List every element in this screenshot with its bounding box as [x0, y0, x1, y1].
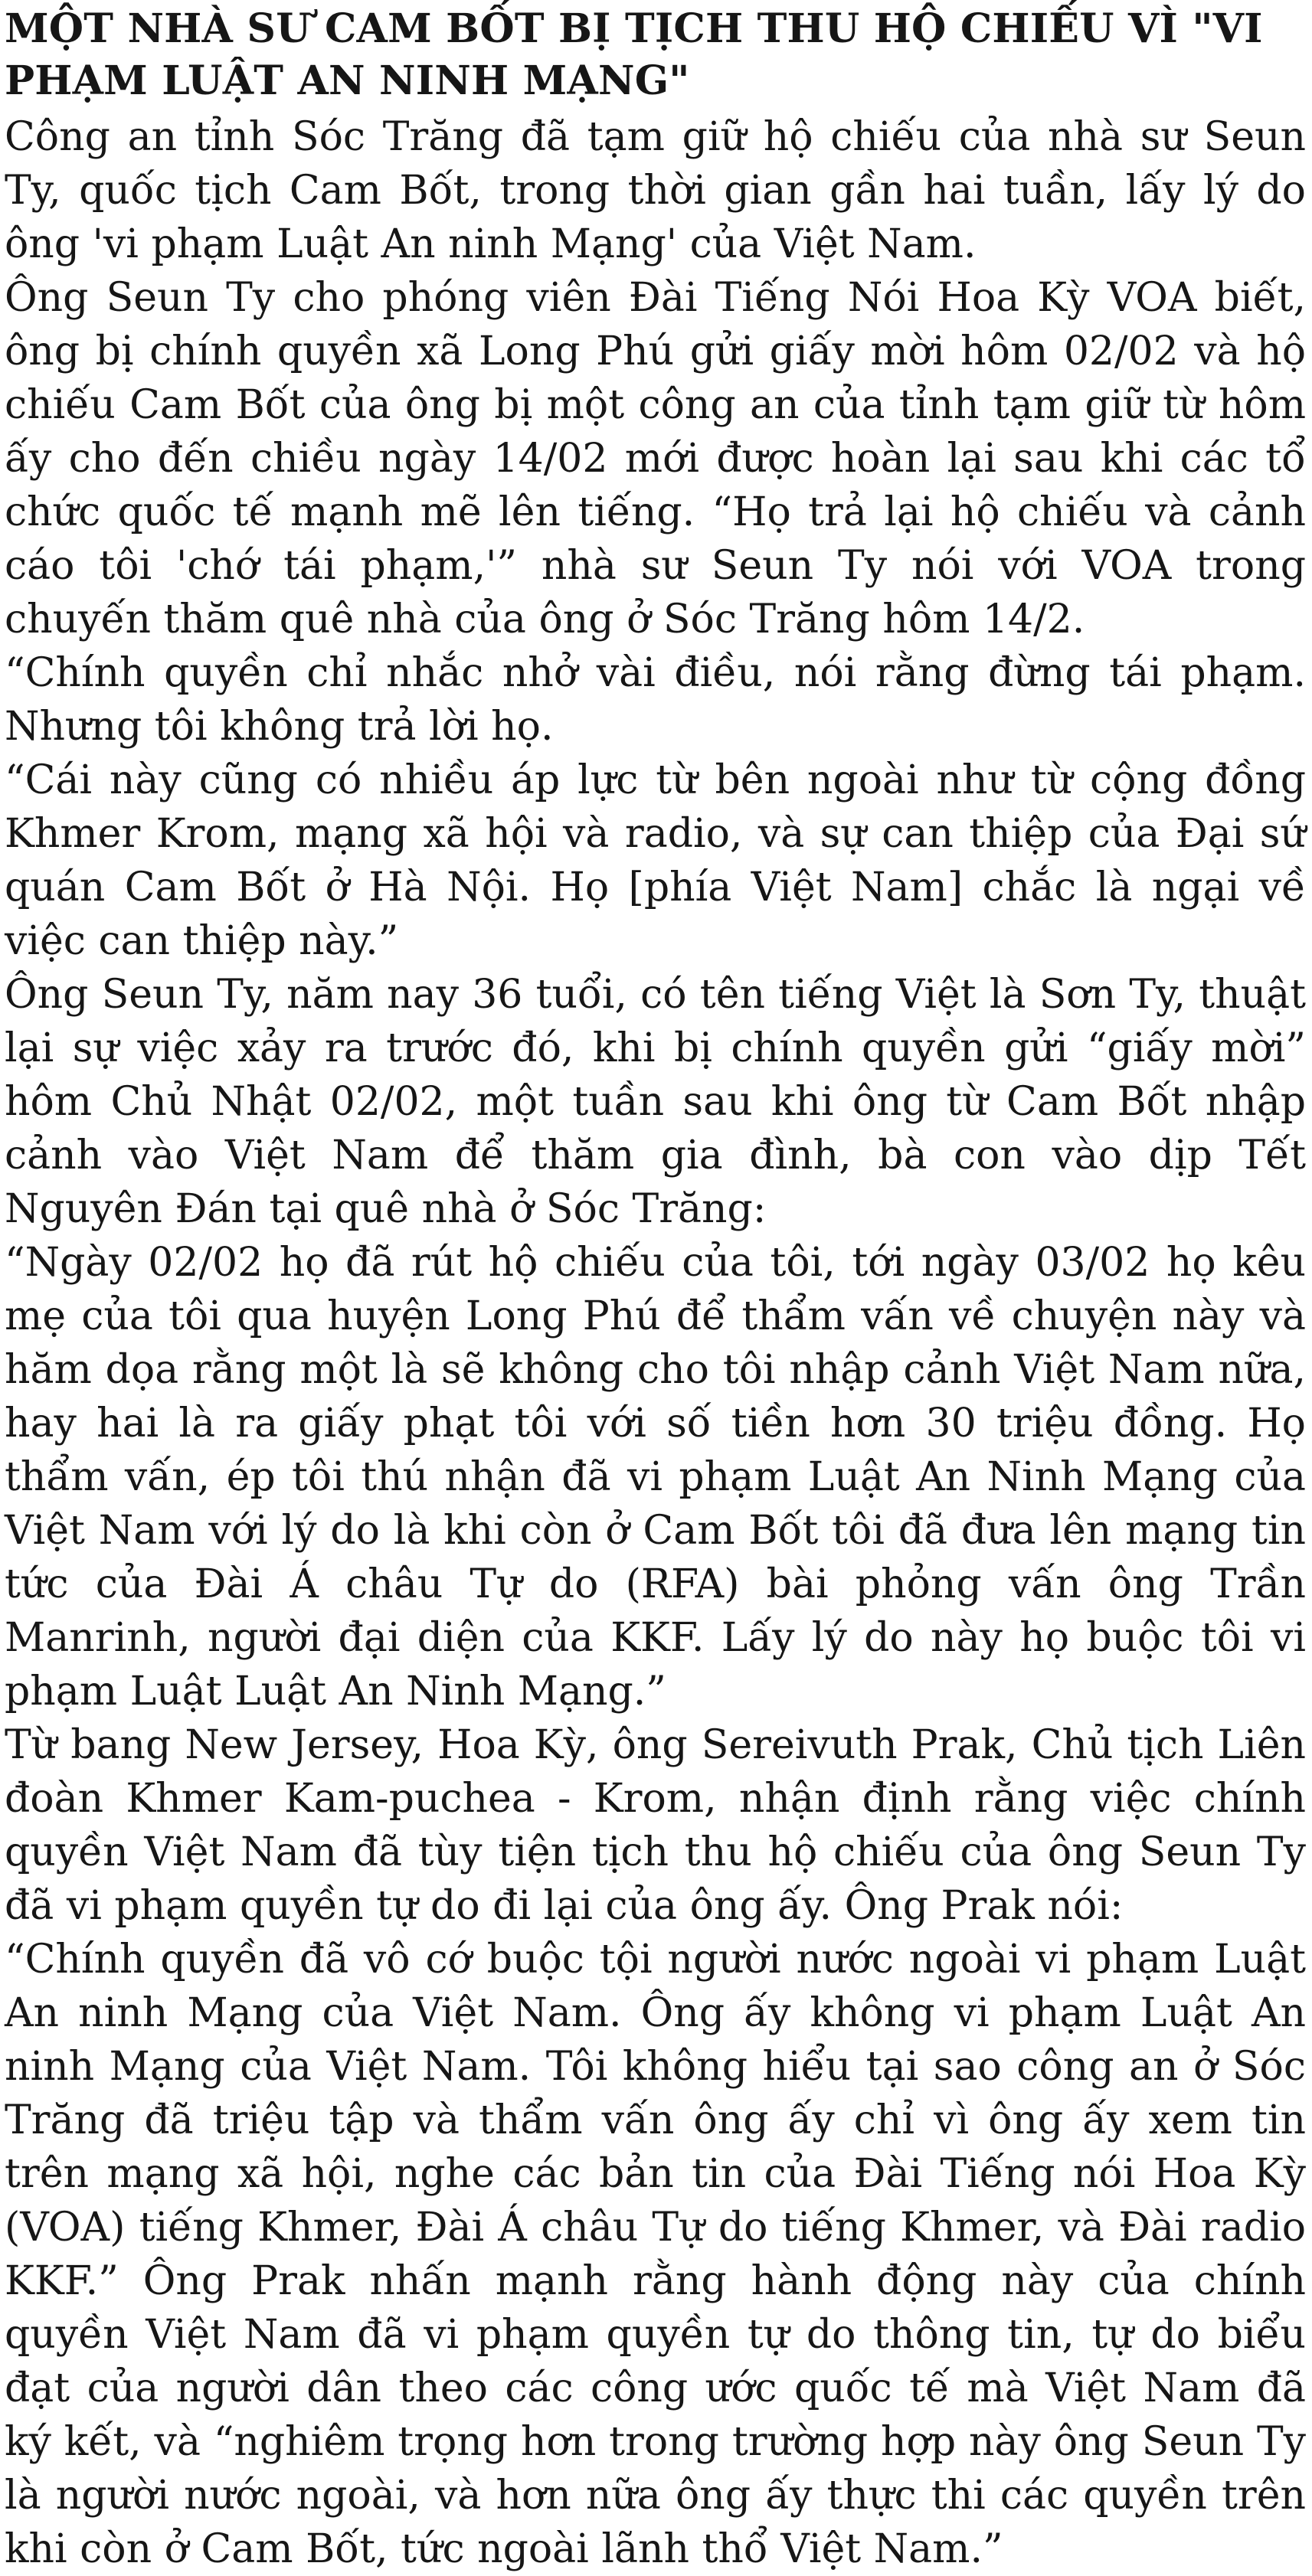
- article-headline: MỘT NHÀ SƯ CAM BỐT BỊ TỊCH THU HỘ CHIẾU VÌ "VI PHẠM LUẬT AN NINH MẠNG": [5, 5, 1263, 104]
- article-paragraph-8: “Chính quyền đã vô cớ buộc tội người nước ngoài vi phạm Luật An ninh Mạng của Việt Nam. Ông ấy không vi phạm Luật An ninh Mạng của Việt Nam. Tôi không hiểu tại sao công an ở Sóc Trăng đã triệu tập và thẩm vấn ông ấy chỉ vì ông ấy xem tin trên mạng xã hội, nghe các bản tin của Đài Tiếng nói Hoa Kỳ (VOA) tiếng Khmer, Đài Á châu Tự do tiếng Khmer, và Đài radio KKF.” Ông Prak nhấn mạnh rằng hành động này của chính quyền Việt Nam đã vi phạm quyền tự do thông tin, tự do biểu đạt của người dân theo các công ước quốc tế mà Việt Nam đã ký kết, và “nghiêm trọng hơn trong trường hợp này ông Seun Ty là người nước ngoài, và hơn nữa ông ấy thực thi các quyền trên khi còn ở Cam Bốt, tức ngoài lãnh thổ Việt Nam.”: [5, 1937, 1306, 2572]
- article-paragraph-1: Công an tỉnh Sóc Trăng đã tạm giữ hộ chiếu của nhà sư Seun Ty, quốc tịch Cam Bốt, trong thời gian gần hai tuần, lấy lý do ông 'vi phạm Luật An ninh Mạng' của Việt Nam.: [5, 114, 1306, 267]
- article-paragraph-4: “Cái này cũng có nhiều áp lực từ bên ngoài như từ cộng đồng Khmer Krom, mạng xã hội và radio, và sự can thiệp của Đại sứ quán Cam Bốt ở Hà Nội. Họ [phía Việt Nam] chắc là ngại về việc can thiệp này.”: [5, 757, 1306, 964]
- article-paragraph-2: Ông Seun Ty cho phóng viên Đài Tiếng Nói Hoa Kỳ VOA biết, ông bị chính quyền xã Long Phú gửi giấy mời hôm 02/02 và hộ chiếu Cam Bốt của ông bị một công an của tỉnh tạm giữ từ hôm ấy cho đến chiều ngày 14/02 mới được hoàn lại sau khi các tổ chức quốc tế mạnh mẽ lên tiếng. “Họ trả lại hộ chiếu và cảnh cáo tôi 'chớ tái phạm,'” nhà sư Seun Ty nói với VOA trong chuyến thăm quê nhà của ông ở Sóc Trăng hôm 14/2.: [5, 275, 1306, 642]
- article-paragraph-7: Từ bang New Jersey, Hoa Kỳ, ông Sereivuth Prak, Chủ tịch Liên đoàn Khmer Kam-puchea - Krom, nhận định rằng việc chính quyền Việt Nam đã tùy tiện tịch thu hộ chiếu của ông Seun Ty đã vi phạm quyền tự do đi lại của ông ấy. Ông Prak nói:: [5, 1722, 1306, 1929]
- article-paragraph-5: Ông Seun Ty, năm nay 36 tuổi, có tên tiếng Việt là Sơn Ty, thuật lại sự việc xảy ra trước đó, khi bị chính quyền gửi “giấy mời” hôm Chủ Nhật 02/02, một tuần sau khi ông từ Cam Bốt nhập cảnh vào Việt Nam để thăm gia đình, bà con vào dịp Tết Nguyên Đán tại quê nhà ở Sóc Trăng:: [5, 972, 1306, 1232]
- article-paragraph-6: “Ngày 02/02 họ đã rút hộ chiếu của tôi, tới ngày 03/02 họ kêu mẹ của tôi qua huyện Long Phú để thẩm vấn về chuyện này và hăm dọa rằng một là sẽ không cho tôi nhập cảnh Việt Nam nữa, hay hai là ra giấy phạt tôi với số tiền hơn 30 triệu đồng. Họ thẩm vấn, ép tôi thú nhận đã vi phạm Luật An Ninh Mạng của Việt Nam với lý do là khi còn ở Cam Bốt tôi đã đưa lên mạng tin tức của Đài Á châu Tự do (RFA) bài phỏng vấn ông Trần Manrinh, người đại diện của KKF. Lấy lý do này họ buộc tôi vi phạm Luật Luật An Ninh Mạng.”: [5, 1240, 1306, 1715]
- article-paragraph-3: “Chính quyền chỉ nhắc nhở vài điều, nói rằng đừng tái phạm. Nhưng tôi không trả lời họ.: [5, 650, 1306, 750]
